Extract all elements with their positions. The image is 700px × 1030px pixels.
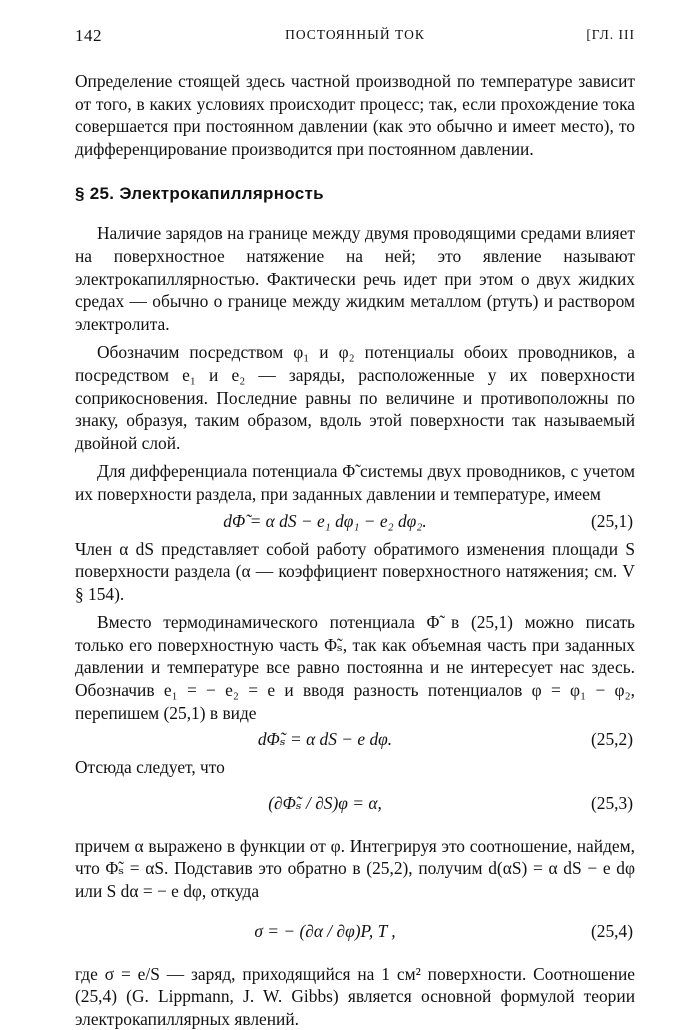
paragraph-6: Отсюда следует, что [75,757,225,778]
equation-number: (25,4) [590,920,633,941]
section-title: § 25. Электрокапиллярность [75,184,324,204]
paragraph-1: Наличие зарядов на границе между двумя проводящими средами влияет на поверхностное натяжение на ней; это явление называют электрокапиллярностью. Фактически речь идет при этом о двух жидких средах — обычно о границе между жидким металлом (ртуть) и раствором электролита. [75,223,635,334]
paragraph-5: Вместо термодинамического потенциала Φ̃ в (25,1) можно писать только его поверхностную часть Φ̃ₛ, так как объемная часть при заданных давлении и температуре все равно постоянна и не интересует нас здесь. Обозначив e₁ = − e₂ = e и вводя разность потенциалов φ = φ₁ − φ₂, перепишем (25,1) в виде [75,612,635,723]
equation-body: dΦ̃ = α dS − e₁ dφ₁ − e₂ dφ₂. [223,510,427,531]
paragraph-intro: Определение стоящей здесь частной производной по температуре зависит от того, в каких условиях происходит процесс; так, если прохождение тока совершается при постоянном давлении (как это обычно и имеет место), то дифференцирование производится при постоянном давлении. [75,71,635,159]
equation-body: σ = − (∂α / ∂φ)P, T , [254,920,396,941]
paragraph-3: Для дифференциала потенциала Φ̃ системы двух проводников, с учетом их поверхности раздела, при заданных давлении и температуре, имеем [75,461,635,504]
equation-number: (25,3) [590,792,633,813]
page-number: 142 [75,26,102,45]
equation-number: (25,2) [590,729,633,750]
equation-body: (∂Φ̃ₛ / ∂S)φ = α, [268,792,382,813]
chapter-label: [ГЛ. III [586,27,635,42]
equation-25-4 [75,907,635,963]
page-header [75,26,635,50]
book-page [75,26,635,1030]
equation-25-2 [75,724,635,756]
equation-25-1 [75,506,635,538]
equation-body: dΦ̃ₛ = α dS − e dφ. [257,729,393,750]
equation-25-3 [75,779,635,835]
paragraph-7: причем α выражено в функции от φ. Интегрируя это соотношение, найдем, что Φ̃ₛ = αS. Подставив это обратно в (25,2), получим d(αS) = α dS − e dφ или S dα = − e dφ, откуда [75,835,635,902]
paragraph-2: Обозначим посредством φ₁ и φ₂ потенциалы обоих проводников, а посредством e₁ и e₂ — заряды, расположенные у их поверхности соприкосновения. Последние равны по величине и противоположны по знаку, образуя, таким образом, вдоль этой поверхности так называемый двойной слой. [75,342,635,453]
equation-number: (25,1) [590,510,633,531]
running-title: ПОСТОЯННЫЙ ТОК [285,27,425,42]
paragraph-8: где σ = e/S — заряд, приходящийся на 1 см² поверхности. Соотношение (25,4) (G. Lippmann, J. W. Gibbs) является основной формулой теории электрокапиллярных явлений. [75,963,635,1029]
paragraph-4: Член α dS представляет собой работу обратимого изменения площади S поверхности раздела (α — коэффициент поверхностного натяжения; см. V § 154). [75,538,635,604]
